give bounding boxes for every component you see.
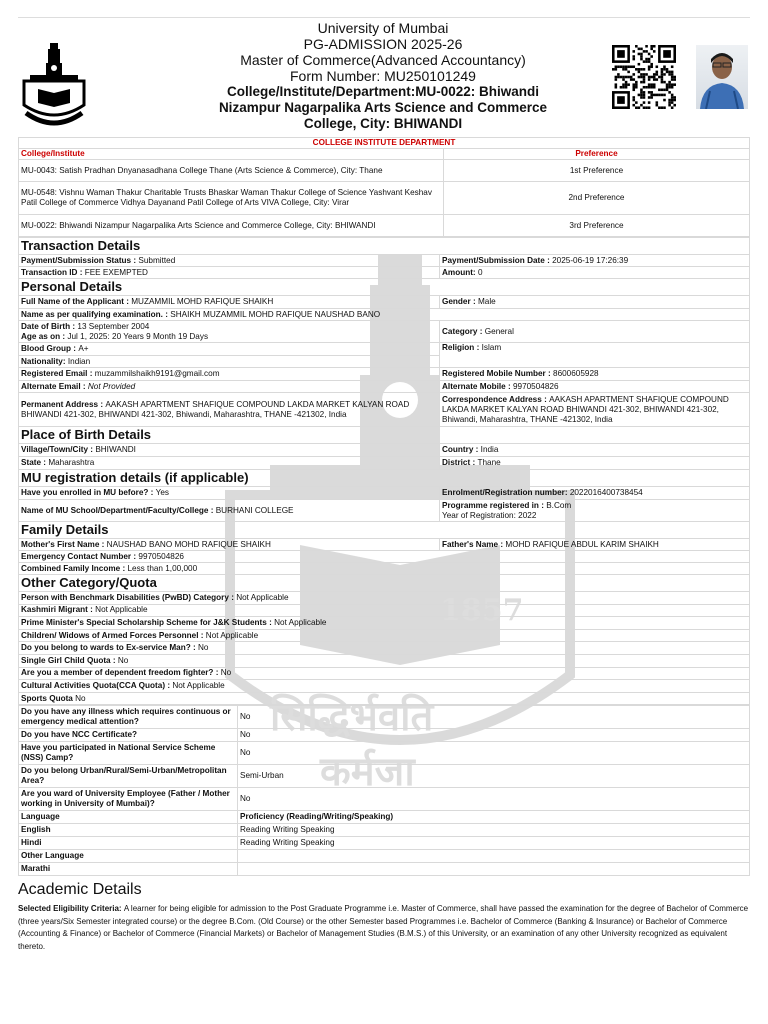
- programme-registered-value: B.Com: [546, 500, 572, 510]
- quota-label: Person with Benchmark Disabilities (PwBD) Category :: [21, 592, 237, 602]
- language-proficiency: Reading Writing Speaking: [238, 837, 750, 850]
- birth-state-label: State :: [21, 458, 49, 467]
- enrolment-number-value: 2022016400738454: [569, 488, 643, 497]
- full-name-row: [19, 296, 440, 309]
- quota-value: No: [117, 655, 129, 665]
- quota-row: [19, 692, 750, 705]
- question-cell: Are you ward of University Employee (Father / Mother working in University of Mumbai)?: [19, 788, 238, 811]
- full-name-label: Full Name of the Applicant :: [21, 297, 132, 306]
- college-line-1: College/Institute/Department:MU-0022: Bhiwandi: [226, 84, 540, 99]
- quota-label: Single Girl Child Quota :: [21, 655, 118, 665]
- academic-heading: Academic Details: [18, 881, 142, 899]
- form-number: Form Number: MU250101249: [290, 68, 476, 84]
- dob-age-row: [19, 321, 440, 343]
- alt-email-row: [19, 381, 440, 393]
- transaction-heading: Transaction Details: [19, 238, 750, 255]
- alt-mobile-row: [440, 381, 750, 393]
- qualifying-name-value: SHAIKH MUZAMMIL MOHD RAFIQUE NAUSHAD BANO: [170, 309, 381, 319]
- watermark-motto-1: सिद्धिर्भवति: [270, 693, 434, 740]
- father-name-label: Father's Name :: [442, 539, 506, 549]
- college-line-2: Nizampur Nagarpalika Arts Science and Commerce: [218, 100, 548, 115]
- college-line-3: College, City: BHIWANDI: [303, 116, 463, 131]
- programme-registered-label: Programme registered in :: [442, 500, 547, 510]
- quota-row: [19, 629, 750, 642]
- birth-country-value: India: [480, 445, 499, 454]
- birth-country-row: [440, 444, 750, 457]
- category-label: Category :: [442, 326, 485, 336]
- eligibility-criteria: [18, 903, 750, 953]
- qualifying-name-label: Name as per qualifying examination. :: [21, 309, 171, 319]
- emergency-contact-label: Emergency Contact Number :: [21, 551, 139, 561]
- qr-code-icon: [612, 45, 676, 109]
- payment-date-value: 2025-06-19 17:26:39: [552, 255, 629, 265]
- quota-row: [19, 654, 750, 667]
- email-value: muzammilshaikh9191@gmail.com: [94, 369, 220, 378]
- quota-value: No: [75, 693, 86, 703]
- quota-label: Cultural Activities Quota(CCA Quota) :: [21, 680, 173, 690]
- form-header: [18, 17, 750, 137]
- preference-table: [18, 137, 750, 237]
- language-header-value: Proficiency (Reading/Writing/Speaking): [238, 811, 750, 824]
- gender-label: Gender :: [442, 297, 478, 306]
- age-value: Jul 1, 2025: 20 Years 9 Month 19 Days: [67, 331, 209, 341]
- applicant-photo: [696, 45, 748, 109]
- quota-row: [19, 604, 750, 617]
- father-name-row: [440, 539, 750, 551]
- category-row: [440, 321, 750, 343]
- permanent-address-label: Permanent Address :: [21, 399, 106, 409]
- qualifying-name-row: [19, 309, 750, 321]
- family-heading: Family Details: [19, 522, 750, 539]
- mother-name-label: Mother's First Name :: [21, 539, 107, 549]
- answer-cell: No: [238, 788, 750, 811]
- transaction-id-label: Transaction ID :: [21, 267, 85, 277]
- quota-value: No: [220, 668, 232, 678]
- pref-rank-1: 1st Preference: [444, 160, 750, 182]
- quota-row: [19, 592, 750, 605]
- birth-district-value: Thane: [477, 458, 501, 467]
- mu-registration-heading: MU registration details (if applicable): [19, 470, 750, 487]
- permanent-address-value: AAKASH APARTMENT SHAFIQUE COMPOUND LAKDA MARKET KALYAN ROAD BHIWANDI 421-302, BHIWANDI 421-302, Bhiwandi, Maharashtra, THANE -421302, India: [21, 399, 410, 419]
- payment-status-label: Payment/Submission Status :: [21, 255, 139, 265]
- pref-college-3: MU-0022: Bhiwandi Nizampur Nagarpalika Arts Science and Commerce College, City: BHIWANDI: [19, 215, 444, 237]
- quota-label: Are you a member of dependent freedom fighter? :: [21, 668, 221, 678]
- quota-value: Not Applicable: [274, 617, 327, 627]
- transaction-id-row: [19, 267, 440, 279]
- quota-value: Not Applicable: [236, 592, 289, 602]
- correspondence-address-value: AAKASH APARTMENT SHAFIQUE COMPOUND LAKDA MARKET KALYAN ROAD BHIWANDI 421-302, BHIWANDI 421-302, Bhiwandi, Maharashtra, THANE -421302, India: [442, 394, 729, 424]
- birth-country-label: Country :: [442, 445, 481, 454]
- question-cell: Do you have any illness which requires continuous or emergency medical attention?: [19, 706, 238, 729]
- eligibility-label: Selected Eligibility Criteria:: [18, 904, 124, 914]
- answer-cell: Semi-Urban: [238, 765, 750, 788]
- mother-name-value: NAUSHAD BANO MOHD RAFIQUE SHAIKH: [106, 539, 271, 549]
- birth-state-row: [19, 457, 440, 470]
- email-label: Registered Email :: [21, 369, 95, 378]
- language-name: Hindi: [19, 837, 238, 850]
- payment-date-row: [440, 255, 750, 267]
- col-preference: Preference: [444, 149, 750, 160]
- answer-cell: No: [238, 742, 750, 765]
- alt-mobile-label: Alternate Mobile :: [442, 381, 513, 391]
- pref-college-1: MU-0043: Satish Pradhan Dnyanasadhana College Thane (Arts Science & Commerce), City: Thane: [19, 160, 444, 182]
- father-name-value: MOHD RAFIQUE ABDUL KARIM SHAIKH: [505, 539, 659, 549]
- family-income-label: Combined Family Income :: [21, 563, 128, 573]
- birth-city-value: BHIWANDI: [95, 445, 136, 454]
- enrolled-before-label: Have you enrolled in MU before? :: [21, 488, 156, 497]
- details-table: [18, 237, 750, 705]
- language-header-label: Language: [19, 811, 238, 824]
- registration-year-label: Year of Registration:: [442, 510, 519, 520]
- religion-label: Religion :: [442, 343, 482, 352]
- eligibility-text: A learner for being eligible for admission to the Post Graduate Programme i.e. Master of Commerce, shall have passed the examination for the degree of Bachelor of Commerce (three years/Six Semester integrated course) or the degree B.Com. (Old Course) or the other Semester based Programmes i.e. Bachelor of Commerce (Banking & Insurance) or Bachelor of Commerce (Accounting & Finance) or Bachelor of Commerce (Financial Markets) or Bachelor of Management Studies (B.M.S.) of this University, or an examination of any other University recognized as equivalent thereto.: [18, 904, 749, 951]
- alt-email-value: Not Provided: [87, 381, 136, 391]
- enrolled-before-row: [19, 487, 440, 500]
- quota-row: [19, 680, 750, 693]
- enrolment-number-label: Enrolment/Registration number:: [442, 488, 570, 497]
- blood-group-label: Blood Group :: [21, 344, 79, 353]
- quota-value: No: [197, 643, 209, 653]
- transaction-id-value: FEE EXEMPTED: [84, 267, 148, 277]
- birth-city-label: Village/Town/City :: [21, 445, 96, 454]
- admission-form: [18, 17, 750, 953]
- family-income-value: Less than 1,00,000: [127, 563, 198, 573]
- religion-row: [440, 343, 750, 368]
- payment-status-value: Submitted: [138, 255, 176, 265]
- email-row: [19, 368, 440, 381]
- birth-city-row: [19, 444, 440, 457]
- quota-label: Sports Quota: [21, 693, 76, 703]
- family-income-row: [19, 563, 750, 575]
- correspondence-address-row: [440, 393, 750, 427]
- category-value: General: [484, 326, 514, 336]
- alt-mobile-value: 9970504826: [512, 381, 559, 391]
- mother-name-row: [19, 539, 440, 551]
- questions-table: [18, 705, 750, 876]
- dob-value: 13 September 2004: [77, 321, 150, 331]
- blood-group-row: [19, 343, 440, 356]
- language-name: Marathi: [19, 863, 238, 876]
- programme-name: Master of Commerce(Advanced Accountancy): [240, 52, 526, 68]
- pref-rank-2: 2nd Preference: [444, 182, 750, 215]
- question-cell: Have you participated in National Service Scheme (NSS) Camp?: [19, 742, 238, 765]
- quota-row: [19, 642, 750, 655]
- person-photo-icon: [696, 45, 748, 109]
- language-proficiency: [238, 850, 750, 863]
- payment-date-label: Payment/Submission Date :: [442, 255, 553, 265]
- watermark-year: 1857: [440, 593, 524, 628]
- full-name-value: MUZAMMIL MOHD RAFIQUE SHAIKH: [131, 297, 274, 306]
- watermark-motto-2: कर्मजा: [320, 748, 415, 795]
- answer-cell: No: [238, 706, 750, 729]
- mobile-label: Registered Mobile Number :: [442, 369, 554, 378]
- amount-row: [440, 267, 750, 279]
- enrolment-number-row: [440, 487, 750, 500]
- question-cell: Do you have NCC Certificate?: [19, 729, 238, 742]
- birth-district-row: [440, 457, 750, 470]
- gender-row: [440, 296, 750, 309]
- blood-group-value: A+: [78, 344, 89, 353]
- pref-college-2: MU-0548: Vishnu Waman Thakur Charitable Trusts Bhaskar Waman Thakur College of Science Yashvant Keshav Patil College of Commerce Vidhya Dayanand Patil College of Arts VIVA College, City: Virar: [19, 182, 444, 215]
- quota-value: Not Applicable: [172, 680, 225, 690]
- mu-school-value: BURHANI COLLEGE: [215, 505, 294, 515]
- language-proficiency: [238, 863, 750, 876]
- enrolled-before-value: Yes: [155, 488, 170, 497]
- header-text: [118, 20, 648, 132]
- mobile-value: 8600605928: [553, 369, 599, 378]
- mobile-row: [440, 368, 750, 381]
- admission-title: PG-ADMISSION 2025-26: [303, 36, 463, 52]
- birth-state-value: Maharashtra: [48, 458, 95, 467]
- birth-district-label: District :: [442, 458, 478, 467]
- quota-label: Children/ Widows of Armed Forces Personnel :: [21, 630, 206, 640]
- language-name: English: [19, 824, 238, 837]
- alt-email-label: Alternate Email :: [21, 381, 88, 391]
- dob-label: Date of Birth :: [21, 321, 78, 331]
- gender-value: Male: [477, 297, 496, 306]
- emergency-contact-value: 9970504826: [138, 551, 184, 561]
- quota-label: Do you belong to wards to Ex-service Man? :: [21, 643, 198, 653]
- university-name: University of Mumbai: [317, 20, 449, 36]
- correspondence-address-label: Correspondence Address :: [442, 394, 550, 404]
- amount-value: 0: [477, 267, 483, 277]
- preference-table-title: COLLEGE INSTITUTE DEPARTMENT: [19, 138, 750, 149]
- payment-status-row: [19, 255, 440, 267]
- category-heading: Other Category/Quota: [19, 575, 750, 592]
- personal-heading: Personal Details: [19, 279, 750, 296]
- quota-label: Kashmiri Migrant :: [21, 605, 96, 615]
- permanent-address-row: [19, 393, 440, 427]
- mu-school-label: Name of MU School/Department/Faculty/College :: [21, 505, 216, 515]
- pref-rank-3: 3rd Preference: [444, 215, 750, 237]
- nationality-row: [19, 356, 440, 368]
- nationality-label: Nationality:: [21, 356, 68, 366]
- quota-row: [19, 667, 750, 680]
- emergency-contact-row: [19, 551, 750, 563]
- age-label: Age as on :: [21, 331, 68, 341]
- quota-value: Not Applicable: [95, 605, 148, 615]
- religion-value: Islam: [481, 343, 502, 352]
- programme-registered-row: [440, 500, 750, 522]
- quota-row: [19, 617, 750, 630]
- mu-school-row: [19, 500, 440, 522]
- amount-label: Amount:: [442, 267, 478, 277]
- language-name: Other Language: [19, 850, 238, 863]
- quota-label: Prime Minister's Special Scholarship Scheme for J&K Students :: [21, 617, 275, 627]
- birth-heading: Place of Birth Details: [19, 427, 750, 444]
- registration-year-value: 2022: [518, 510, 537, 520]
- university-logo-icon: [20, 41, 88, 127]
- col-college: College/Institute: [19, 149, 444, 160]
- answer-cell: No: [238, 729, 750, 742]
- nationality-value: Indian: [67, 356, 91, 366]
- language-proficiency: Reading Writing Speaking: [238, 824, 750, 837]
- question-cell: Do you belong Urban/Rural/Semi-Urban/Metropolitan Area?: [19, 765, 238, 788]
- quota-value: Not Applicable: [205, 630, 259, 640]
